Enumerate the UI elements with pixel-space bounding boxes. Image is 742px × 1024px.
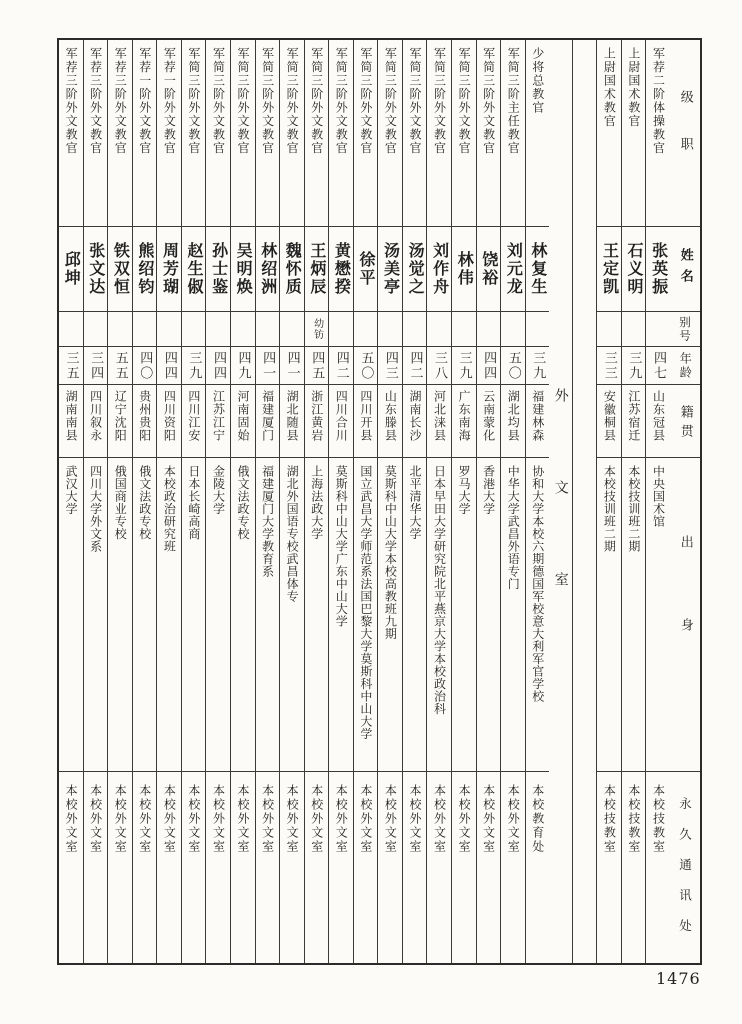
origin-cell: 福建厦门大学教育系 xyxy=(256,458,280,772)
rank-cell: 军荐三阶外文教官 xyxy=(59,40,83,227)
age-cell: 四二 xyxy=(403,347,427,385)
member-name: 邱坤 xyxy=(59,227,83,312)
age-cell: 四九 xyxy=(231,347,255,385)
native-place-cell: 四川开县 xyxy=(354,385,378,458)
age-cell: 五〇 xyxy=(354,347,378,385)
alias-cell xyxy=(378,312,402,347)
age-cell: 四三 xyxy=(378,347,402,385)
native-place-cell: 江苏江宁 xyxy=(206,385,230,458)
rank-cell: 军荐三阶外文教官 xyxy=(108,40,132,227)
native-place-cell: 湖北随县 xyxy=(280,385,304,458)
age-cell: 五〇 xyxy=(501,347,525,385)
alias-cell xyxy=(157,312,181,347)
alias-cell xyxy=(329,312,353,347)
member-column xyxy=(452,40,477,963)
member-column xyxy=(206,40,231,963)
age-cell: 三九 xyxy=(622,347,646,385)
contact-cell: 本校教育处 xyxy=(530,784,545,854)
member-name: 张文达 xyxy=(84,227,108,312)
member-name: 铁双恒 xyxy=(108,227,132,312)
member-name: 张英振 xyxy=(646,227,670,312)
member-name: 饶裕 xyxy=(477,227,501,312)
alias-cell xyxy=(646,312,670,347)
rank-cell: 军简三阶主任教官 xyxy=(501,40,525,227)
native-place-cell: 湖南长沙 xyxy=(403,385,427,458)
rank-cell: 军简三阶外文教官 xyxy=(206,40,230,227)
member-name: 赵生俶 xyxy=(182,227,206,312)
rank-cell: 上尉国术教官 xyxy=(622,40,646,227)
rank-cell: 军荐二阶体操教官 xyxy=(646,40,670,227)
origin-cell: 北平清华大学 xyxy=(403,458,427,772)
member-name: 吴明焕 xyxy=(231,227,255,312)
member-column xyxy=(231,40,256,963)
contact-cell: 本校外文室 xyxy=(506,784,521,854)
contact-cell: 本校外文室 xyxy=(236,784,251,854)
member-name: 魏怀质 xyxy=(280,227,304,312)
age-cell: 四一 xyxy=(256,347,280,385)
rank-cell: 军简三阶外文教官 xyxy=(256,40,280,227)
member-name: 林复生 xyxy=(526,227,550,312)
member-name: 刘作舟 xyxy=(427,227,451,312)
alias-cell xyxy=(59,312,83,347)
native-place-cell: 福建厦门 xyxy=(256,385,280,458)
native-place-cell: 河北涞县 xyxy=(427,385,451,458)
member-name: 刘元龙 xyxy=(501,227,525,312)
alias-cell xyxy=(526,312,550,347)
native-place-cell: 四川资阳 xyxy=(157,385,181,458)
header-rank: 级职 xyxy=(670,40,700,227)
member-column xyxy=(133,40,158,963)
contact-cell: 本校外文室 xyxy=(457,784,472,854)
rank-cell: 军简三阶外文教官 xyxy=(280,40,304,227)
member-name: 汤觉之 xyxy=(403,227,427,312)
native-place-cell: 四川合川 xyxy=(329,385,353,458)
origin-cell: 罗马大学 xyxy=(452,458,476,772)
origin-cell: 俄文法政专校 xyxy=(231,458,255,772)
empty-spacer-column xyxy=(573,40,597,963)
contact-cell: 本校技教室 xyxy=(626,784,641,854)
contact-cell: 本校技教室 xyxy=(602,784,617,854)
origin-cell: 金陵大学 xyxy=(206,458,230,772)
member-name: 徐平 xyxy=(354,227,378,312)
member-column xyxy=(305,40,330,963)
origin-cell: 国立武昌大学师范系法国巴黎大学莫斯科中山大学 xyxy=(354,458,378,772)
header-column xyxy=(670,40,700,963)
alias-cell xyxy=(280,312,304,347)
alias-cell xyxy=(427,312,451,347)
member-column xyxy=(597,40,622,963)
native-place-cell: 辽宁沈阳 xyxy=(108,385,132,458)
header-name: 姓名 xyxy=(670,227,700,312)
member-name: 王定凯 xyxy=(597,227,621,312)
member-column xyxy=(256,40,281,963)
rank-cell: 军简三阶外文教官 xyxy=(354,40,378,227)
rank-cell: 军荐一阶外文教官 xyxy=(157,40,181,227)
age-cell: 四〇 xyxy=(133,347,157,385)
member-column xyxy=(526,40,550,963)
origin-cell: 日本长崎高商 xyxy=(182,458,206,772)
native-place-cell: 贵州贵阳 xyxy=(133,385,157,458)
age-cell: 三九 xyxy=(452,347,476,385)
origin-cell: 莫斯科中山大学本校高教班九期 xyxy=(378,458,402,772)
contact-cell: 本校外文室 xyxy=(407,784,422,854)
native-place-cell: 四川江安 xyxy=(182,385,206,458)
age-cell: 三九 xyxy=(182,347,206,385)
member-column xyxy=(108,40,133,963)
alias-cell xyxy=(108,312,132,347)
contact-cell: 本校外文室 xyxy=(358,784,373,854)
member-column xyxy=(182,40,207,963)
rank-cell: 军简三阶外文教官 xyxy=(427,40,451,227)
alias-cell xyxy=(622,312,646,347)
member-column xyxy=(157,40,182,963)
rank-cell: 军简三阶外文教官 xyxy=(477,40,501,227)
origin-cell: 湖北外国语专校武昌体专 xyxy=(280,458,304,772)
origin-cell: 四川大学外文系 xyxy=(84,458,108,772)
member-name: 熊绍钧 xyxy=(133,227,157,312)
section-title-column xyxy=(549,40,573,963)
alias-cell xyxy=(84,312,108,347)
native-place-cell: 四川叙永 xyxy=(84,385,108,458)
native-place-cell: 湖北均县 xyxy=(501,385,525,458)
rank-cell: 军简三阶外文教官 xyxy=(231,40,255,227)
rank-cell: 军简三阶外文教官 xyxy=(305,40,329,227)
origin-cell: 协和大学本校六期德国军校意大利军官学校 xyxy=(526,458,550,772)
member-column xyxy=(477,40,502,963)
age-cell: 四一 xyxy=(280,347,304,385)
member-column xyxy=(378,40,403,963)
alias-cell xyxy=(452,312,476,347)
header-age: 年龄 xyxy=(670,347,700,385)
alias-cell xyxy=(597,312,621,347)
header-native-place: 籍贯 xyxy=(670,385,700,458)
alias-cell: 幼钫 xyxy=(305,312,329,347)
member-name: 孙士鉴 xyxy=(206,227,230,312)
rank-cell: 军简三阶外文教官 xyxy=(182,40,206,227)
member-column xyxy=(84,40,109,963)
empty-cell xyxy=(573,40,596,963)
contact-cell: 本校外文室 xyxy=(211,784,226,854)
alias-cell xyxy=(477,312,501,347)
age-cell: 四五 xyxy=(305,347,329,385)
age-cell: 四四 xyxy=(206,347,230,385)
contact-cell: 本校外文室 xyxy=(186,784,201,854)
alias-cell xyxy=(231,312,255,347)
header-contact: 永久通讯处 xyxy=(677,797,693,950)
member-column xyxy=(280,40,305,963)
alias-cell xyxy=(354,312,378,347)
rank-cell: 军简三阶外文教官 xyxy=(403,40,427,227)
alias-cell xyxy=(133,312,157,347)
alias-cell xyxy=(501,312,525,347)
native-place-cell: 浙江黄岩 xyxy=(305,385,329,458)
alias-cell xyxy=(256,312,280,347)
age-cell: 三四 xyxy=(84,347,108,385)
contact-cell: 本校外文室 xyxy=(137,784,152,854)
member-column xyxy=(59,40,84,963)
native-place-cell: 山东冠县 xyxy=(646,385,670,458)
member-column xyxy=(329,40,354,963)
member-name: 汤美亭 xyxy=(378,227,402,312)
page-number: 1476 xyxy=(656,969,701,988)
age-cell: 三九 xyxy=(526,347,550,385)
contact-cell: 本校外文室 xyxy=(64,784,79,854)
age-cell: 三五 xyxy=(59,347,83,385)
native-place-cell: 山东滕县 xyxy=(378,385,402,458)
origin-cell: 武汉大学 xyxy=(59,458,83,772)
origin-cell: 日本早田大学研究院北平燕京大学本校政治科 xyxy=(427,458,451,772)
personnel-table xyxy=(57,38,702,965)
native-place-cell: 河南固始 xyxy=(231,385,255,458)
origin-cell: 中央国术馆 xyxy=(646,458,670,772)
contact-cell: 本校外文室 xyxy=(432,784,447,854)
origin-cell: 本校技训班二期 xyxy=(597,458,621,772)
member-column xyxy=(427,40,452,963)
origin-cell: 俄国商业专校 xyxy=(108,458,132,772)
native-place-cell: 江苏宿迁 xyxy=(622,385,646,458)
member-column xyxy=(501,40,526,963)
member-name: 林伟 xyxy=(452,227,476,312)
origin-cell: 香港大学 xyxy=(477,458,501,772)
alias-cell xyxy=(182,312,206,347)
origin-cell: 莫斯科中山大学广东中山大学 xyxy=(329,458,353,772)
contact-cell: 本校外文室 xyxy=(481,784,496,854)
contact-cell: 本校外文室 xyxy=(334,784,349,854)
age-cell: 四四 xyxy=(157,347,181,385)
rank-cell: 上尉国术教官 xyxy=(597,40,621,227)
member-column xyxy=(622,40,647,963)
age-cell: 四七 xyxy=(646,347,670,385)
rank-cell: 少将总教官 xyxy=(526,40,550,227)
member-name: 周芳瑚 xyxy=(157,227,181,312)
origin-cell: 上海法政大学 xyxy=(305,458,329,772)
native-place-cell: 安徽桐县 xyxy=(597,385,621,458)
contact-cell: 本校外文室 xyxy=(309,784,324,854)
member-column xyxy=(403,40,428,963)
contact-cell: 本校技教室 xyxy=(651,784,666,854)
member-column xyxy=(646,40,670,963)
contact-cell: 本校外文室 xyxy=(88,784,103,854)
origin-cell: 本校政治研究班 xyxy=(157,458,181,772)
contact-cell: 本校外文室 xyxy=(285,784,300,854)
native-place-cell: 湖南南县 xyxy=(59,385,83,458)
origin-cell: 俄文法政专校 xyxy=(133,458,157,772)
origin-cell: 中华大学武昌外语专门 xyxy=(501,458,525,772)
contact-cell: 本校外文室 xyxy=(113,784,128,854)
member-name: 王炳辰 xyxy=(305,227,329,312)
age-cell: 五五 xyxy=(108,347,132,385)
origin-cell: 本校技训班二期 xyxy=(622,458,646,772)
rank-cell: 军简三阶外文教官 xyxy=(452,40,476,227)
rank-cell: 军荐三阶外文教官 xyxy=(84,40,108,227)
member-name: 林绍洲 xyxy=(256,227,280,312)
contact-cell: 本校外文室 xyxy=(383,784,398,854)
header-alias: 别号 xyxy=(670,312,700,347)
alias-cell xyxy=(403,312,427,347)
native-place-cell: 福建林森 xyxy=(526,385,550,458)
member-name: 黄懋揆 xyxy=(329,227,353,312)
header-origin: 出身 xyxy=(670,458,700,772)
age-cell: 四二 xyxy=(329,347,353,385)
member-name: 石义明 xyxy=(622,227,646,312)
rank-cell: 军简三阶外文教官 xyxy=(329,40,353,227)
rank-cell: 军荐一阶外文教官 xyxy=(133,40,157,227)
native-place-cell: 云南蒙化 xyxy=(477,385,501,458)
alias-cell xyxy=(206,312,230,347)
age-cell: 四四 xyxy=(477,347,501,385)
rank-cell: 军简三阶外文教官 xyxy=(378,40,402,227)
age-cell: 三八 xyxy=(427,347,451,385)
section-title: 外文室 xyxy=(552,388,569,664)
native-place-cell: 广东南海 xyxy=(452,385,476,458)
contact-cell: 本校外文室 xyxy=(162,784,177,854)
member-column xyxy=(354,40,379,963)
contact-cell: 本校外文室 xyxy=(260,784,275,854)
age-cell: 三三 xyxy=(597,347,621,385)
